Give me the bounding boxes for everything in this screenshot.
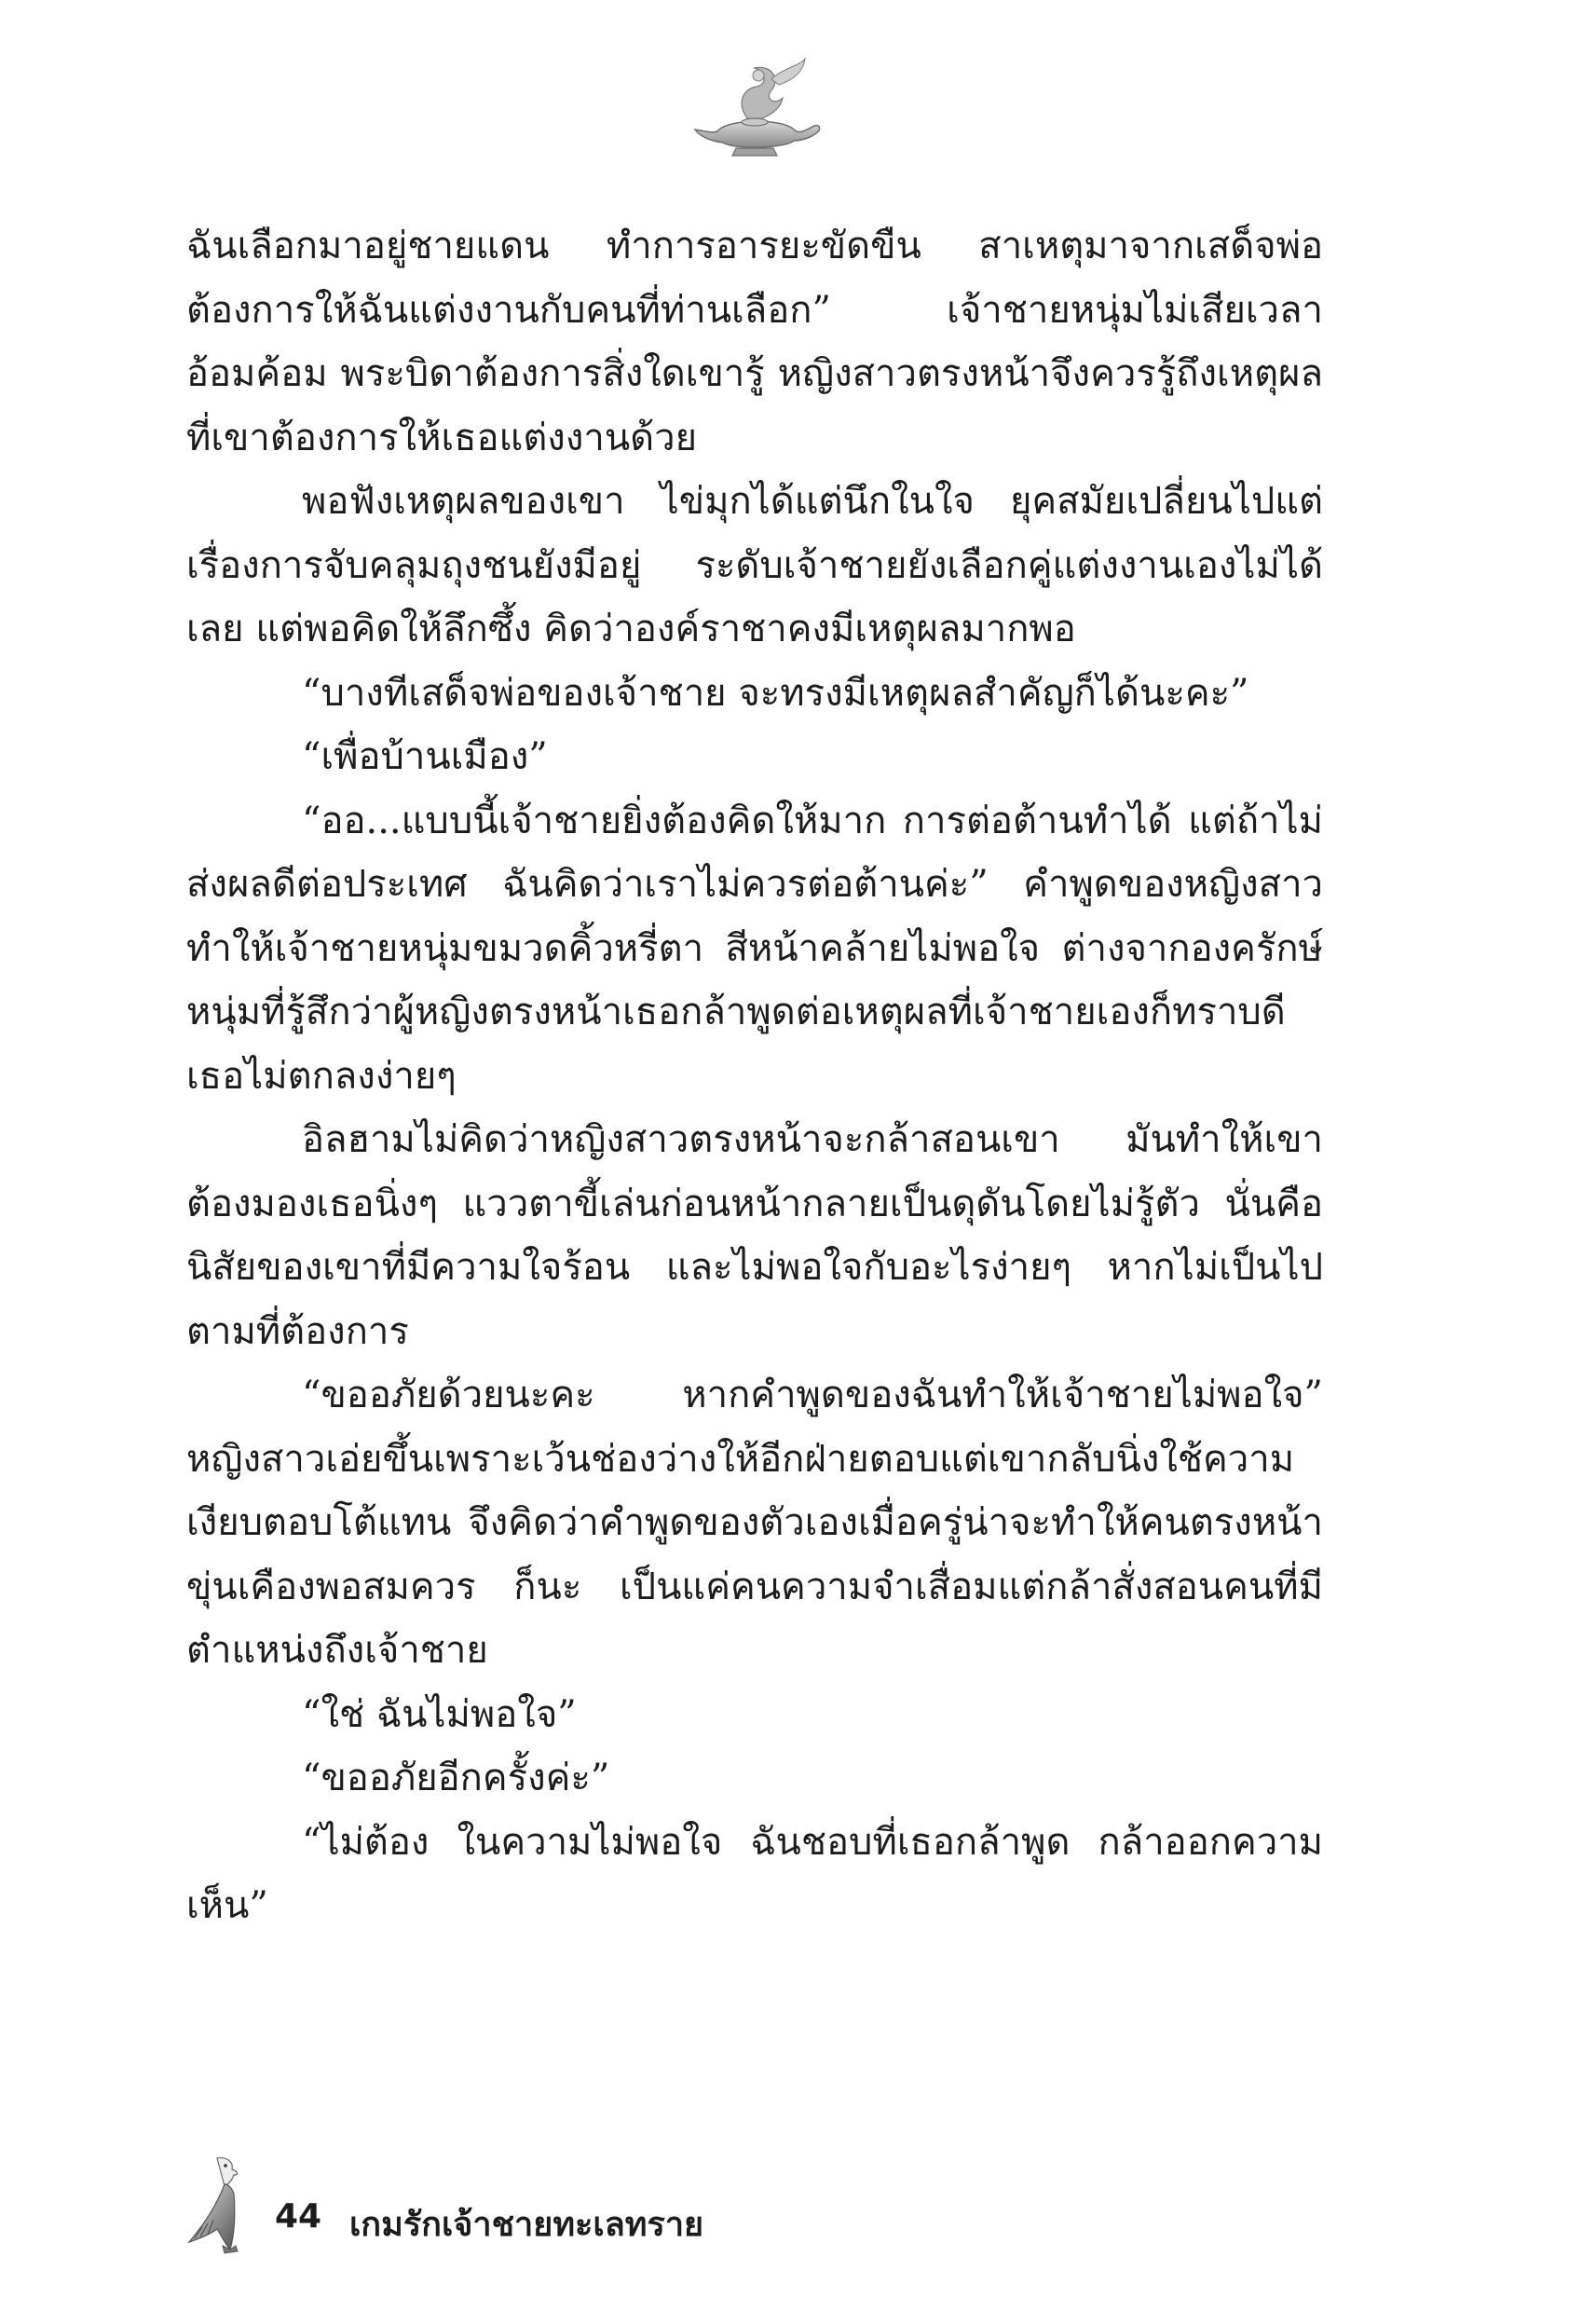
paragraph: “ขออภัยด้วยนะคะ หากคำพูดของฉันทำให้เจ้าชายไม่พอใจ” หญิงสาวเอ่ยขึ้นเพราะเว้นช่องว่างให้อีกฝ่ายตอบแต่เขากลับนิ่งใช้ความเงียบตอบโต้แทน จึงคิดว่าคำพูดของตัวเองเมื่อครู่น่าจะทำให้คนตรงหน้าขุ่นเคืองพอสมควร ก็นะ เป็นแค่คนความจำเสื่อมแต่กล้าสั่งสอนคนที่มีตำแหน่งถึงเจ้าชาย <box>186 1374 1323 1672</box>
page-number: 44 <box>275 2197 322 2236</box>
page-body <box>186 214 1323 1938</box>
eagle-icon <box>182 2153 247 2255</box>
paragraph: “ออ...แบบนี้เจ้าชายยิ่งต้องคิดให้มาก การต่อต้านทำได้ แต่ถ้าไม่ส่งผลดีต่อประเทศ ฉันคิดว่าเราไม่ควรต่อต้านค่ะ” คำพูดของหญิงสาวทำให้เจ้าชายหนุ่มขมวดคิ้วหรี่ตา สีหน้าคล้ายไม่พอใจ ต่างจากองครักษ์หนุ่มที่รู้สึกว่าผู้หญิงตรงหน้าเธอกล้าพูดต่อเหตุผลที่เจ้าชายเองก็ทราบดี เธอไม่ตกลงง่ายๆ <box>186 799 1323 1098</box>
paragraph: “ขออภัยอีกครั้งค่ะ” <box>302 1757 610 1799</box>
paragraph: “เพื่อบ้านเมือง” <box>302 735 548 778</box>
paragraph: “บางทีเสด็จพ่อของเจ้าชาย จะทรงมีเหตุผลสำคัญก็ได้นะคะ” <box>302 671 1249 715</box>
genie-lamp-icon <box>689 51 829 163</box>
book-title: เกมรักเจ้าชายทะเลทราย <box>349 2206 704 2244</box>
page-footer <box>182 2153 1020 2264</box>
paragraph: อิลฮามไม่คิดว่าหญิงสาวตรงหน้าจะกล้าสอนเขา มันทำให้เขาต้องมองเธอนิ่งๆ แววตาขี้เล่นก่อนหน้ากลายเป็นดุดันโดยไม่รู้ตัว นั่นคือนิสัยของเขาที่มีความใจร้อน และไม่พอใจกับอะไรง่ายๆ หากไม่เป็นไปตามที่ต้องการ <box>186 1118 1323 1353</box>
paragraph: พอฟังเหตุผลของเขา ไข่มุกได้แต่นึกในใจ ยุคสมัยเปลี่ยนไปแต่เรื่องการจับคลุมถุงชนยังมีอยู่ ระดับเจ้าชายยังเลือกคู่แต่งงานเองไม่ได้เลย แต่พอคิดให้ลึกซึ้ง คิดว่าองค์ราชาคงมีเหตุผลมากพอ <box>186 480 1323 650</box>
paragraph: “ใช่ ฉันไม่พอใจ” <box>302 1692 577 1736</box>
paragraph: ฉันเลือกมาอยู่ชายแดน ทำการอารยะขัดขืน สาเหตุมาจากเสด็จพ่อต้องการให้ฉันแต่งงานกับคนที่ท่านเลือก” เจ้าชายหนุ่มไม่เสียเวลาอ้อมค้อม พระบิดาต้องการสิ่งใดเขารู้ หญิงสาวตรงหน้าจึงควรรู้ถึงเหตุผลที่เขาต้องการให้เธอแต่งงานด้วย <box>186 225 1323 459</box>
paragraph: “ไม่ต้อง ในความไม่พอใจ ฉันชอบที่เธอกล้าพูด กล้าออกความเห็น” <box>186 1820 1323 1927</box>
